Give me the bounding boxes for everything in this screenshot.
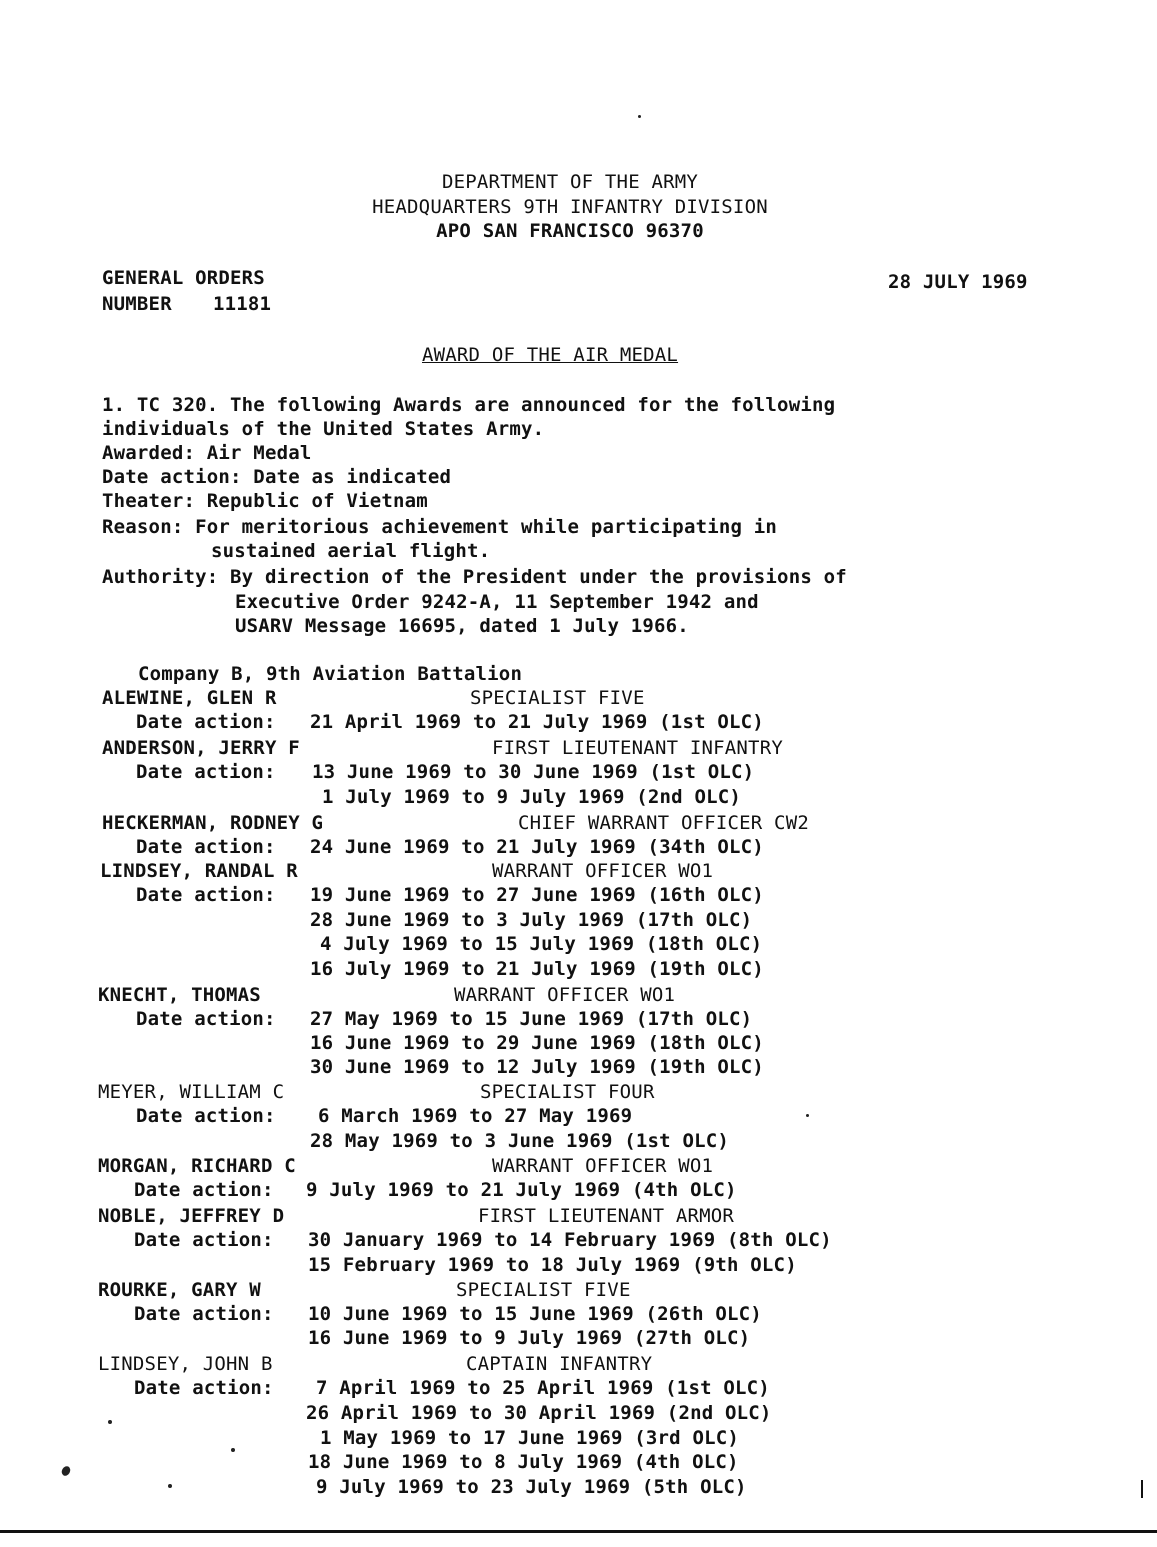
date-range: 16 July 1969 to 21 July 1969 (19th OLC) [310,958,764,980]
person-name: MEYER, WILLIAM C [98,1081,285,1103]
date-range: 19 June 1969 to 27 June 1969 (16th OLC) [310,884,764,906]
scan-speck [60,1465,72,1478]
person-name: ROURKE, GARY W [98,1279,261,1301]
person-name: ALEWINE, GLEN R [102,687,277,709]
authority-line-1: Authority: By direction of the President under the provisions of [102,566,847,588]
person-name: NOBLE, JEFFREY D [98,1205,285,1227]
date-action-label: Date action: [136,761,276,783]
scan-speck [168,1484,172,1488]
date-action-label: Date action: [134,1377,274,1399]
date-range: 9 July 1969 to 21 July 1969 (4th OLC) [306,1179,737,1201]
intro-line-1: 1. TC 320. The following Awards are announced for the following [102,394,836,416]
date-range: 13 June 1969 to 30 June 1969 (1st OLC) [312,761,755,783]
date-range: 24 June 1969 to 21 July 1969 (34th OLC) [310,836,764,858]
date-action-label: Date action: [134,1303,274,1325]
general-orders-label: GENERAL ORDERS [102,267,265,289]
scan-speck [806,1114,809,1117]
date-action-label: Date action: [136,836,276,858]
date-range: 9 July 1969 to 23 July 1969 (5th OLC) [316,1476,747,1498]
order-number: 11181 [213,293,272,315]
order-date: 28 JULY 1969 [888,271,1028,293]
authority-line-2: Executive Order 9242-A, 11 September 1942 and [235,591,759,613]
letterhead-line-2: HEADQUARTERS 9TH INFANTRY DIVISION [372,196,768,218]
person-rank: CAPTAIN INFANTRY [466,1353,653,1375]
date-action-label: Date action: [134,1179,274,1201]
authority-line-3: USARV Message 16695, dated 1 July 1966. [235,615,689,637]
person-rank: SPECIALIST FIVE [470,687,645,709]
document-title: AWARD OF THE AIR MEDAL [422,344,679,366]
date-range: 21 April 1969 to 21 July 1969 (1st OLC) [310,711,764,733]
date-range: 28 June 1969 to 3 July 1969 (17th OLC) [310,909,753,931]
unit-heading: Company B, 9th Aviation Battalion [138,663,523,685]
reason-line-1: Reason: For meritorious achievement while participating in [102,516,778,538]
date-action-label: Date action: [136,1105,276,1127]
number-label: NUMBER [102,293,172,315]
person-rank: WARRANT OFFICER WO1 [492,1155,714,1177]
person-rank: SPECIALIST FIVE [456,1279,631,1301]
date-range: 7 April 1969 to 25 April 1969 (1st OLC) [316,1377,770,1399]
person-rank: FIRST LIEUTENANT INFANTRY [492,737,783,759]
person-rank: WARRANT OFFICER WO1 [454,984,676,1006]
date-range: 10 June 1969 to 15 June 1969 (26th OLC) [308,1303,762,1325]
person-name: LINDSEY, RANDAL R [100,860,298,882]
reason-line-2: sustained aerial flight. [211,540,491,562]
date-range: 16 June 1969 to 29 June 1969 (18th OLC) [310,1032,764,1054]
person-name: LINDSEY, JOHN B [98,1353,273,1375]
person-name: KNECHT, THOMAS [98,984,261,1006]
date-range: 1 May 1969 to 17 June 1969 (3rd OLC) [320,1427,740,1449]
date-range: 4 July 1969 to 15 July 1969 (18th OLC) [320,933,763,955]
scan-speck [231,1448,235,1452]
person-name: ANDERSON, JERRY F [102,737,300,759]
date-range: 27 May 1969 to 15 June 1969 (17th OLC) [310,1008,753,1030]
person-name: MORGAN, RICHARD C [98,1155,296,1177]
date-action-label: Date action: [136,711,276,733]
awarded-line: Awarded: Air Medal [102,442,312,464]
scan-edge-mark [1141,1480,1143,1498]
date-range: 30 January 1969 to 14 February 1969 (8th OLC) [308,1229,832,1251]
scan-speck [108,1420,112,1424]
date-range: 16 June 1969 to 9 July 1969 (27th OLC) [308,1327,751,1349]
person-rank: WARRANT OFFICER WO1 [492,860,714,882]
date-range: 6 March 1969 to 27 May 1969 [318,1105,633,1127]
date-action-label: Date action: [136,884,276,906]
scan-speck [638,115,641,118]
person-name: HECKERMAN, RODNEY G [102,812,324,834]
date-range: 1 July 1969 to 9 July 1969 (2nd OLC) [322,786,742,808]
person-rank: FIRST LIEUTENANT ARMOR [478,1205,735,1227]
theater-line: Theater: Republic of Vietnam [102,490,428,512]
date-range: 15 February 1969 to 18 July 1969 (9th OLC) [308,1254,797,1276]
date-action-label: Date action: [134,1229,274,1251]
person-rank: SPECIALIST FOUR [480,1081,655,1103]
date-range: 26 April 1969 to 30 April 1969 (2nd OLC) [306,1402,772,1424]
date-action-label: Date action: [136,1008,276,1030]
scan-bottom-edge [0,1530,1157,1533]
letterhead-line-3: APO SAN FRANCISCO 96370 [436,220,704,242]
date-action-line: Date action: Date as indicated [102,466,452,488]
person-rank: CHIEF WARRANT OFFICER CW2 [518,812,809,834]
date-range: 18 June 1969 to 8 July 1969 (4th OLC) [308,1451,739,1473]
date-range: 30 June 1969 to 12 July 1969 (19th OLC) [310,1056,764,1078]
date-range: 28 May 1969 to 3 June 1969 (1st OLC) [310,1130,730,1152]
intro-line-2: individuals of the United States Army. [102,418,545,440]
letterhead-line-1: DEPARTMENT OF THE ARMY [441,171,699,193]
